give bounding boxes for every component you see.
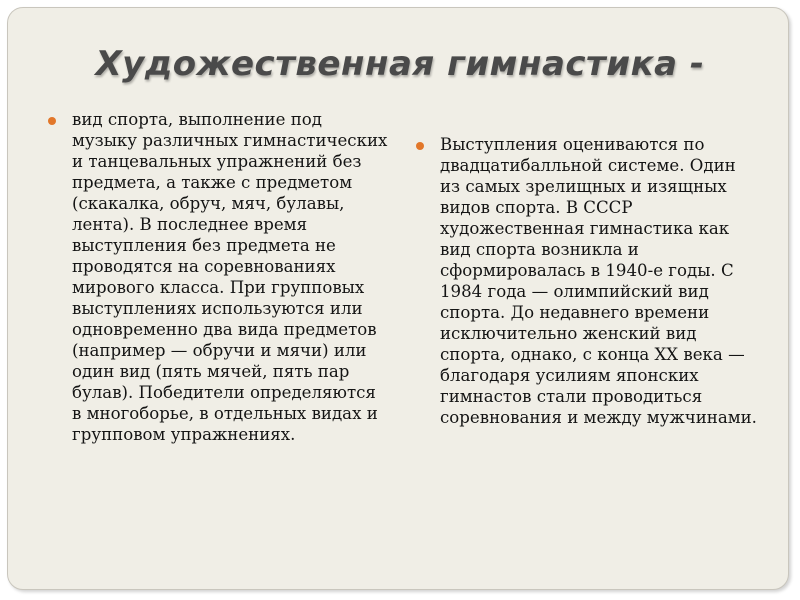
right-bullet-text: Выступления оцениваются по двадцатибалльной системе. Один из самых зрелищных и изящных видов спорта. В СССР художественная гимнастика как вид спорта возникла и сформировалась в 1940-е годы. С 1984 года — олимпийский вид спорта. До недавнего времени исключительно женский вид спорта, однако, с конца XX века — благодаря усилиям японских гимнастов стали проводиться соревнования и между мужчинами. <box>440 135 757 427</box>
orange-dot-bullet-icon <box>416 142 424 150</box>
left-bullet-item <box>48 109 388 445</box>
slide-title: Художественная гимнастика - <box>95 44 705 84</box>
right-bullet-item <box>416 134 761 428</box>
left-bullet-text: вид спорта, выполнение под музыку различных гимнастических и танцевальных упражнений без предмета, а также с предметом (скакалка, обруч, мяч, булавы, лента). В последнее время выступления без предмета не проводятся на соревнованиях мирового класса. При групповых выступлениях используются или одновременно два вида предметов (например — обручи и мячи) или один вид (пять мячей, пять пар булав). Победители определяются в многоборье, в отдельных видах и групповом упражнениях. <box>72 110 388 444</box>
orange-dot-bullet-icon <box>48 117 56 125</box>
right-column <box>416 134 761 428</box>
left-column <box>48 109 388 445</box>
